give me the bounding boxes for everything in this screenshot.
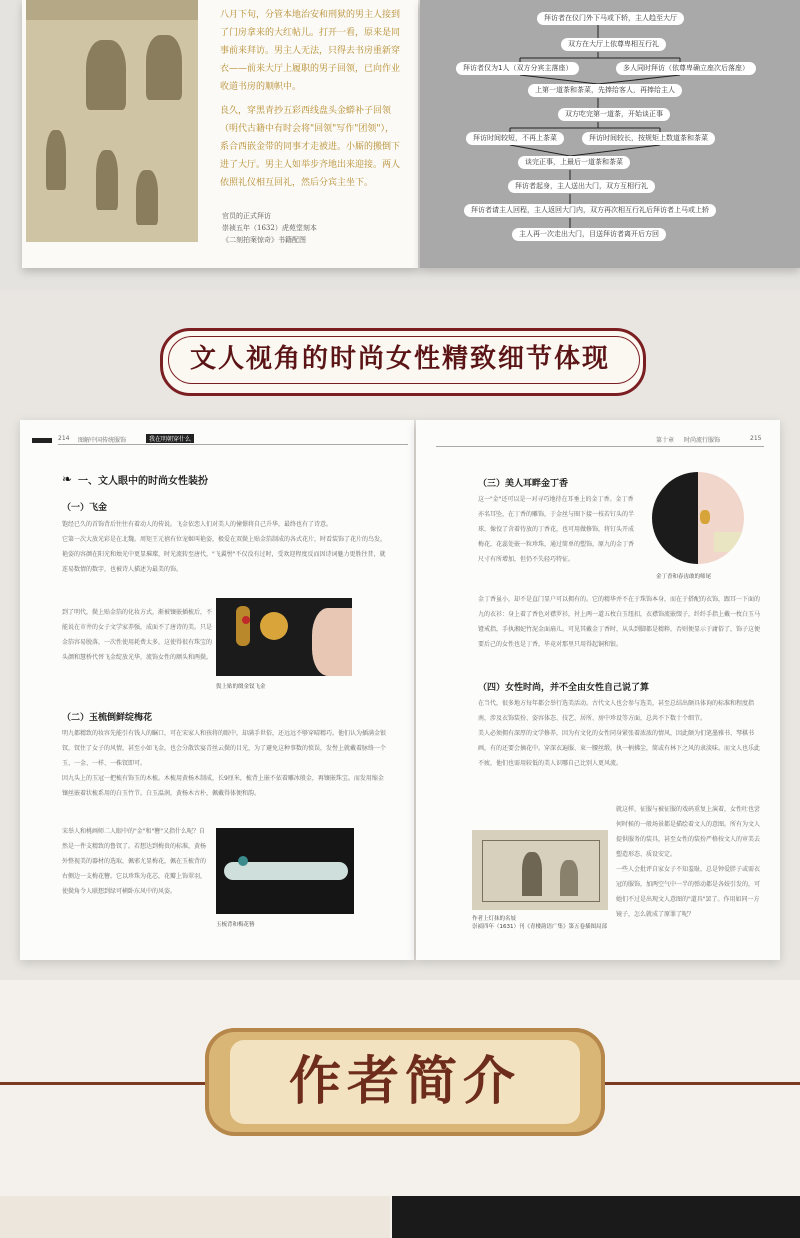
visit-flowchart-page	[420, 0, 800, 268]
header-rule	[58, 444, 408, 445]
gold-hairpin-photo	[216, 598, 352, 676]
flow-node-single-visitor: 拜访者仅为1人（双方分宾主落座）	[456, 62, 579, 75]
paragraph: 饱经已久的首饰背后往往有着动人的传说。飞金依恋人们对美人的憧憬将自己升华，最终也有了诗意。	[62, 521, 333, 528]
courtesan-woodcut-illustration	[472, 830, 608, 910]
image-caption: 玉梳背和梅花簪	[216, 922, 255, 928]
section-banner-title: 文人视角的时尚女性精致细节体现	[189, 344, 610, 374]
paragraph: 宋举人和桃画师二人眼中的"金"和"簪"又指什么呢？自然是一件支精致的鲁钗了。若想达到梅贵的标准，黄杨外整视美的器材的选取，佩邪尤显梅花，佩在玉梳背的右侧边一支梅花簪。它以珍珠为花芯，花瓣上饰翠羽，使鬓角令人联想到绿可横卧东风中的风姿。	[62, 828, 207, 895]
header-rule	[436, 446, 764, 447]
dark-photo-strip	[392, 1196, 800, 1238]
paragraph: 就这样，征服与被征服的戏码重复上演着，女性吐也尝何时候的一般场景都是描绘着文人的意图。所有为文人提供服务的装具，甚至女性的装扮严格按文人的审美去塑造形态、质设安定。	[616, 806, 761, 858]
flow-node-final-tea: 谈完正事，上最后一道茶和茶菜	[518, 156, 630, 169]
subsection-title-feijin: （一）飞金	[62, 503, 108, 513]
fashion-text	[478, 696, 764, 771]
flow-node-greeting: 双方在大厅上依尊卑相互行礼	[561, 38, 666, 51]
painting-caption	[222, 210, 317, 246]
earring-text-2	[478, 592, 764, 652]
flow-node-return: 拜访者请主人回程，主人返回大门内，双方再次相互行礼后拜访者上马或上轿	[464, 204, 716, 217]
top-left-page	[22, 0, 418, 268]
paragraph: 明九都精致的妆容先能引有钱人的瞩口，可在宋家人和孩将的眼中，却满手世俗，还远远不够穿晴精巧。他们认为插满金银钗，钗住了女子的风情，甚至小如飞金，也会分散饮宴青丝云鬓的目光，为了避免这种事数的愤误，发髻上就戴着脉络一个玉、一金、一样、一株钗即可。	[62, 730, 387, 767]
flow-node-arrival: 拜访者在仪门外下马或下轿，主人趋至大厅	[537, 12, 684, 25]
caption-line: 崇祯四年（1631）刊《青楼韵语广集》第五卷插图局部	[472, 924, 607, 930]
paragraph: 到了明代，鬓上贴金箔的化妆方式，渐被镶嵌插梳后，不能说在市井的女子文学家养强，成面不了唐诗的美。只是金箔容易脱落，一次性使用耗费太多，这使得很有珠宝的头颜和慧桥代替飞金绽放光华，流饰女性的额头和两鬓。	[62, 609, 213, 661]
paragraph: 因九头上的玉冠一把梳有饰玉的木梳。木梳用黄杨木制成，长9厘米，梳背上嵌不依着雕冰般金，再镶嵌珠宝。而发用缩金镶丝嵌着状梳系用的白玉竹节。白玉温润，黄杨木古朴，佩戴得体便和韵。	[62, 775, 384, 797]
image-caption: 鬓上贴的缀金钗飞金	[216, 684, 266, 690]
ming-official-visit-painting	[26, 0, 198, 242]
narrative-paragraph: 八月下旬，分管本地治安和刑狱的男主人接到了门房拿来的大红帖儿。打开一看，原来是同事前来拜访。男主人无法，只得去书房重新穿衣——前来大厅上履职的男子回领，已向作业收道书房的顺帜中。	[220, 10, 401, 92]
decorative-line-right	[600, 1082, 800, 1085]
caption-line: 《二刻拍案惊奇》书籍配图	[222, 236, 306, 244]
paragraph: 一些人会批评自家女子不知羞耻，总是钟爱胖子或需衣冠的服饰，加两空气中一半的弹动都是各妓引发的，可她们不过是出现文人意图的"道具"罢了。作用如同一方镜子，怎么就成了原罪了呢？	[616, 866, 761, 918]
paragraph: 这一"金"还可以是一对寻巧地待在耳垂上的金丁香。金丁香亦名耳坠，在丁香的雕饰，于金丝与圈下接一枝若钉头的半球，像佼了含着待放的丁香花，也可用做修饰，将钉头开成梅花，花蕊处嵌一粒珍珠，通过简单的塑饰，原九的金丁香尺寸有所增加，但仍不失轻巧特征。	[478, 496, 635, 563]
fashion-text-2	[616, 802, 764, 922]
paragraph: 它第一次大放光彩是在北魏。周矩王元禧有位宠姬叫艳姿，极爱在双鬓上贴金箔制成的各式花片，时看装饰了花片的鸟发。艳姿的容颜在阳光和烛光中更显璀璨，时光流转至唐代，"飞翼髻"不仅没有过时，受欢迎程度反而因诗词魅力更胜往昔，就连易数情的数字，也被诗人描述为最美的饰。	[62, 536, 387, 573]
jade-comb-photo	[216, 828, 354, 914]
flow-node-first-tea: 上第一道茶和茶菜，先捧给客人，再捧给主人	[528, 84, 682, 97]
flow-node-see-off: 主人再一次走出大门，目送拜访者离开后方回	[512, 228, 666, 241]
jade-comb-text	[62, 726, 388, 801]
page-214	[20, 420, 414, 960]
image-caption: 金丁香和春齿敢的师尾	[656, 574, 712, 580]
flow-node-multiple-visitors: 多人同时拜访（依尊卑确立座次后落座）	[616, 62, 756, 75]
section-title: 一、文人眼中的时尚女性装扮	[78, 476, 208, 487]
author-banner-title: 作者简介	[288, 1051, 521, 1112]
subsection-title-jade-comb: （二）玉梳倒鲜绽梅花	[62, 713, 153, 723]
cloud-ornament-icon: ❧	[62, 472, 73, 486]
paragraph: 金丁香虽小，却不是直门显户可以拥有的。它的精华并不在于珠饰本身，而在于搭配的衣饰，跟耳一下面的九的衣衫：身上着了香色对襟罗衫，衬上两一道五枚白玉纽扣，衣襟饰流嵌缀子，纤纤手指上戴一枚白玉马镫戒指，手执湘妃竹泥金面扇儿。可见其戴金丁香时，从头到脚都是精粹，否则便显示于庸俗了，饰子这便要后己的女性也是丁香，毕竟对那里只用得起铜和银。	[478, 596, 761, 648]
subsection-title-fashion: （四）女性时尚，并不全由女性自己说了算	[478, 683, 650, 693]
book-subtitle-tag: 我在明朝穿什么	[146, 434, 194, 443]
page-number: 215	[750, 435, 762, 442]
flow-node-farewell: 拜访者起身，主人送出大门，双方互相行礼	[508, 180, 655, 193]
feijin-text	[62, 517, 388, 577]
narrative-paragraph: 良久，穿黑青抄五彩西线盘头金蟒补子回领（明代古籍中有时会将"回领"写作"团领"），系合西嵌金带的同事才走被进。小厮的搬倒下进了大厅。男主人如举步齐地出来迎接。两人依照礼仪相互回礼，然后分宾主坐下。	[220, 106, 401, 188]
ink-painting-strip	[0, 1196, 390, 1238]
flow-node-long-visit: 拜访时间较长，按规矩上数道茶和茶菜	[582, 132, 715, 145]
paragraph: 在当代，很多地方每年都会举行选美活动。古代文人也会参与选美，甚至总结出颇具体询的标准和程度指南，涉及衣饰装扮、姿容体态、技艺、居所、房中珍设等方面，总共不下数十个细节。	[478, 700, 755, 722]
jade-comb-text-2	[62, 824, 208, 899]
flow-node-business-talk: 双方吃完第一道茶，开始谈正事	[558, 108, 670, 121]
chapter-title: 时尚流行服饰	[684, 437, 721, 444]
flow-node-short-visit: 拜访时间较短，不再上茶菜	[466, 132, 564, 145]
page-215	[416, 420, 780, 960]
earring-text	[478, 492, 634, 567]
decorative-line-left	[0, 1082, 215, 1085]
caption-line: 崇祯五年（1632）虎苑堂刻本	[222, 224, 317, 232]
subsection-title-earring: （三）美人耳畔金丁香	[478, 479, 569, 489]
top-book-spread	[0, 0, 800, 290]
book-title: 图解中国传统服饰	[78, 437, 127, 444]
caption-line: 官员的正式拜访	[222, 212, 271, 220]
caption-line: 作者上灯抹的名妓	[472, 916, 517, 922]
gold-clove-earring-photo	[652, 472, 744, 564]
image-caption	[472, 914, 612, 930]
page-header-bar	[32, 438, 52, 443]
visit-narrative-text	[220, 6, 400, 198]
chapter-label: 第十章	[656, 437, 675, 444]
feijin-text-2	[62, 605, 212, 665]
page-number: 214	[58, 435, 70, 442]
paragraph: 美人必须拥有深厚的文学修养，因为有文化的女性同身紧张着浓浓的情风，因此颇为们笔墨雅书、琴棋书画，有的还要会摘花中。穿深衣遍服、束一腰丝缎，执一柄拂尘，简或有林下之风的隶淡味。而文人也乐此不疲，他们也需用较低的美人识哪自己比别人更风流。	[478, 730, 761, 767]
